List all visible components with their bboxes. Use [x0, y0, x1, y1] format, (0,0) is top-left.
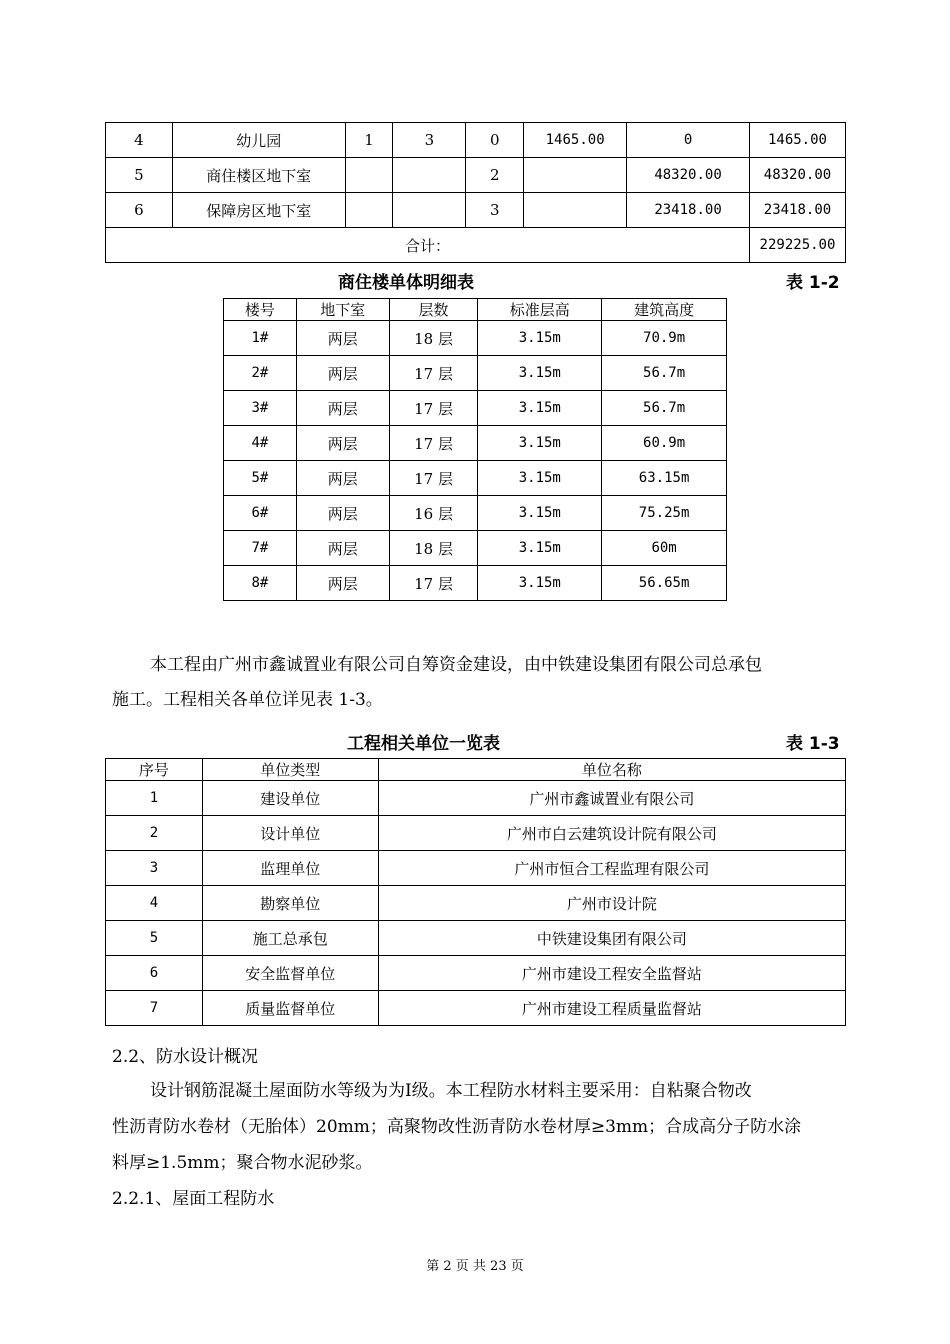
table-cell: 1	[345, 123, 393, 158]
table-row	[224, 391, 727, 426]
table-cell	[393, 158, 466, 193]
column-header: 层数	[389, 299, 478, 321]
table-row	[106, 816, 846, 851]
table-row	[106, 193, 846, 228]
table-cell: 5	[106, 921, 203, 956]
table-cell	[393, 193, 466, 228]
table-cell: 48320.00	[627, 158, 750, 193]
table-cell: 3	[106, 851, 203, 886]
section-line-2: 性沥青防水卷材（无胎体）20mm；高聚物改性沥青防水卷材厚≥3mm；合成高分子防水涂	[112, 1117, 802, 1137]
table-cell: 广州市建设工程质量监督站	[378, 991, 845, 1026]
table-cell: 70.9m	[602, 321, 727, 356]
table-cell: 6	[106, 193, 173, 228]
table-cell: 商住楼区地下室	[172, 158, 345, 193]
section-heading: 2.2、防水设计概况	[112, 1047, 259, 1067]
table-cell	[345, 193, 393, 228]
table-cell: 3.15m	[478, 531, 602, 566]
table-cell	[345, 158, 393, 193]
table-cell: 3.15m	[478, 461, 602, 496]
column-header: 序号	[106, 759, 203, 781]
table-cell: 保障房区地下室	[172, 193, 345, 228]
table-cell: 安全监督单位	[202, 956, 378, 991]
column-header: 单位类型	[202, 759, 378, 781]
total-row	[106, 228, 846, 263]
table-cell: 18 层	[389, 531, 478, 566]
related-units-table	[105, 758, 846, 1026]
table-cell: 6	[106, 956, 203, 991]
table-cell: 两层	[296, 566, 389, 601]
table-cell: 勘察单位	[202, 886, 378, 921]
table-1-3-number: 表 1-3	[786, 734, 840, 754]
table-cell: 56.7m	[602, 356, 727, 391]
page-footer: 第 2 页 共 23 页	[426, 1259, 524, 1274]
table-row	[224, 496, 727, 531]
table-row	[106, 886, 846, 921]
table-cell: 0	[466, 123, 524, 158]
table-cell: 4	[106, 123, 173, 158]
table-1-2-number: 表 1-2	[786, 273, 840, 293]
table-cell: 两层	[296, 391, 389, 426]
table-1-2-title: 商住楼单体明细表	[338, 273, 474, 293]
table-row	[224, 426, 727, 461]
table-cell: 5#	[224, 461, 297, 496]
table-cell: 8#	[224, 566, 297, 601]
table-cell: 6#	[224, 496, 297, 531]
table-cell: 3	[393, 123, 466, 158]
table-cell: 广州市鑫诚置业有限公司	[378, 781, 845, 816]
table-cell: 7#	[224, 531, 297, 566]
table-cell: 0	[627, 123, 750, 158]
column-header: 楼号	[224, 299, 297, 321]
table-row	[224, 566, 727, 601]
table-row	[106, 781, 846, 816]
table-header-row	[224, 299, 727, 321]
table-cell: 3.15m	[478, 391, 602, 426]
table-cell: 1#	[224, 321, 297, 356]
table-cell: 17 层	[389, 566, 478, 601]
table-cell: 23418.00	[627, 193, 750, 228]
column-header: 地下室	[296, 299, 389, 321]
table-cell: 幼儿园	[172, 123, 345, 158]
column-header: 标准层高	[478, 299, 602, 321]
table-cell: 23418.00	[749, 193, 845, 228]
table-cell: 广州市白云建筑设计院有限公司	[378, 816, 845, 851]
table-cell: 2#	[224, 356, 297, 391]
table-cell: 17 层	[389, 356, 478, 391]
table-cell: 设计单位	[202, 816, 378, 851]
total-value: 229225.00	[749, 228, 845, 263]
table-cell: 17 层	[389, 461, 478, 496]
table-cell: 两层	[296, 531, 389, 566]
table-cell: 5	[106, 158, 173, 193]
table-row	[224, 321, 727, 356]
table-cell: 监理单位	[202, 851, 378, 886]
table-cell: 中铁建设集团有限公司	[378, 921, 845, 956]
table-row	[224, 531, 727, 566]
table-cell: 1465.00	[524, 123, 627, 158]
table-cell	[524, 158, 627, 193]
table-header-row	[106, 759, 846, 781]
subsection-heading: 2.2.1、屋面工程防水	[112, 1189, 275, 1209]
table-cell: 16 层	[389, 496, 478, 531]
table-cell: 3	[466, 193, 524, 228]
table-cell: 48320.00	[749, 158, 845, 193]
area-summary-table	[105, 122, 846, 263]
table-cell: 2	[466, 158, 524, 193]
table-cell: 75.25m	[602, 496, 727, 531]
table-cell	[524, 193, 627, 228]
table-row	[106, 123, 846, 158]
table-cell: 1465.00	[749, 123, 845, 158]
building-detail-table	[223, 298, 727, 601]
table-row	[224, 356, 727, 391]
intro-line-2: 施工。工程相关各单位详见表 1-3。	[112, 690, 383, 710]
table-cell: 56.7m	[602, 391, 727, 426]
table-cell: 17 层	[389, 426, 478, 461]
table-cell: 63.15m	[602, 461, 727, 496]
table-row	[224, 461, 727, 496]
table-row	[106, 921, 846, 956]
table-cell: 两层	[296, 321, 389, 356]
column-header: 单位名称	[378, 759, 845, 781]
table-row	[106, 158, 846, 193]
table-row	[106, 956, 846, 991]
table-cell: 3.15m	[478, 321, 602, 356]
table-cell: 两层	[296, 356, 389, 391]
table-cell: 56.65m	[602, 566, 727, 601]
table-cell: 17 层	[389, 391, 478, 426]
table-cell: 4	[106, 886, 203, 921]
table-cell: 3.15m	[478, 566, 602, 601]
table-cell: 2	[106, 816, 203, 851]
intro-line-1: 本工程由广州市鑫诚置业有限公司自筹资金建设，由中铁建设集团有限公司总承包	[150, 655, 762, 675]
table-row	[106, 991, 846, 1026]
table-cell: 7	[106, 991, 203, 1026]
table-cell: 1	[106, 781, 203, 816]
table-cell: 4#	[224, 426, 297, 461]
table-cell: 两层	[296, 426, 389, 461]
table-cell: 广州市建设工程安全监督站	[378, 956, 845, 991]
table-cell: 广州市设计院	[378, 886, 845, 921]
table-cell: 两层	[296, 461, 389, 496]
table-cell: 60m	[602, 531, 727, 566]
table-row	[106, 851, 846, 886]
total-label: 合计：	[106, 228, 750, 263]
column-header: 建筑高度	[602, 299, 727, 321]
section-line-3: 料厚≥1.5mm；聚合物水泥砂浆。	[112, 1153, 373, 1173]
table-cell: 施工总承包	[202, 921, 378, 956]
table-cell: 质量监督单位	[202, 991, 378, 1026]
table-cell: 两层	[296, 496, 389, 531]
section-line-1: 设计钢筋混凝土屋面防水等级为为Ⅰ级。本工程防水材料主要采用：自粘聚合物改	[150, 1081, 752, 1101]
table-1-3-title: 工程相关单位一览表	[347, 734, 500, 754]
table-cell: 60.9m	[602, 426, 727, 461]
table-cell: 3.15m	[478, 496, 602, 531]
table-cell: 3#	[224, 391, 297, 426]
table-cell: 18 层	[389, 321, 478, 356]
table-cell: 建设单位	[202, 781, 378, 816]
table-cell: 广州市恒合工程监理有限公司	[378, 851, 845, 886]
table-cell: 3.15m	[478, 356, 602, 391]
table-cell: 3.15m	[478, 426, 602, 461]
